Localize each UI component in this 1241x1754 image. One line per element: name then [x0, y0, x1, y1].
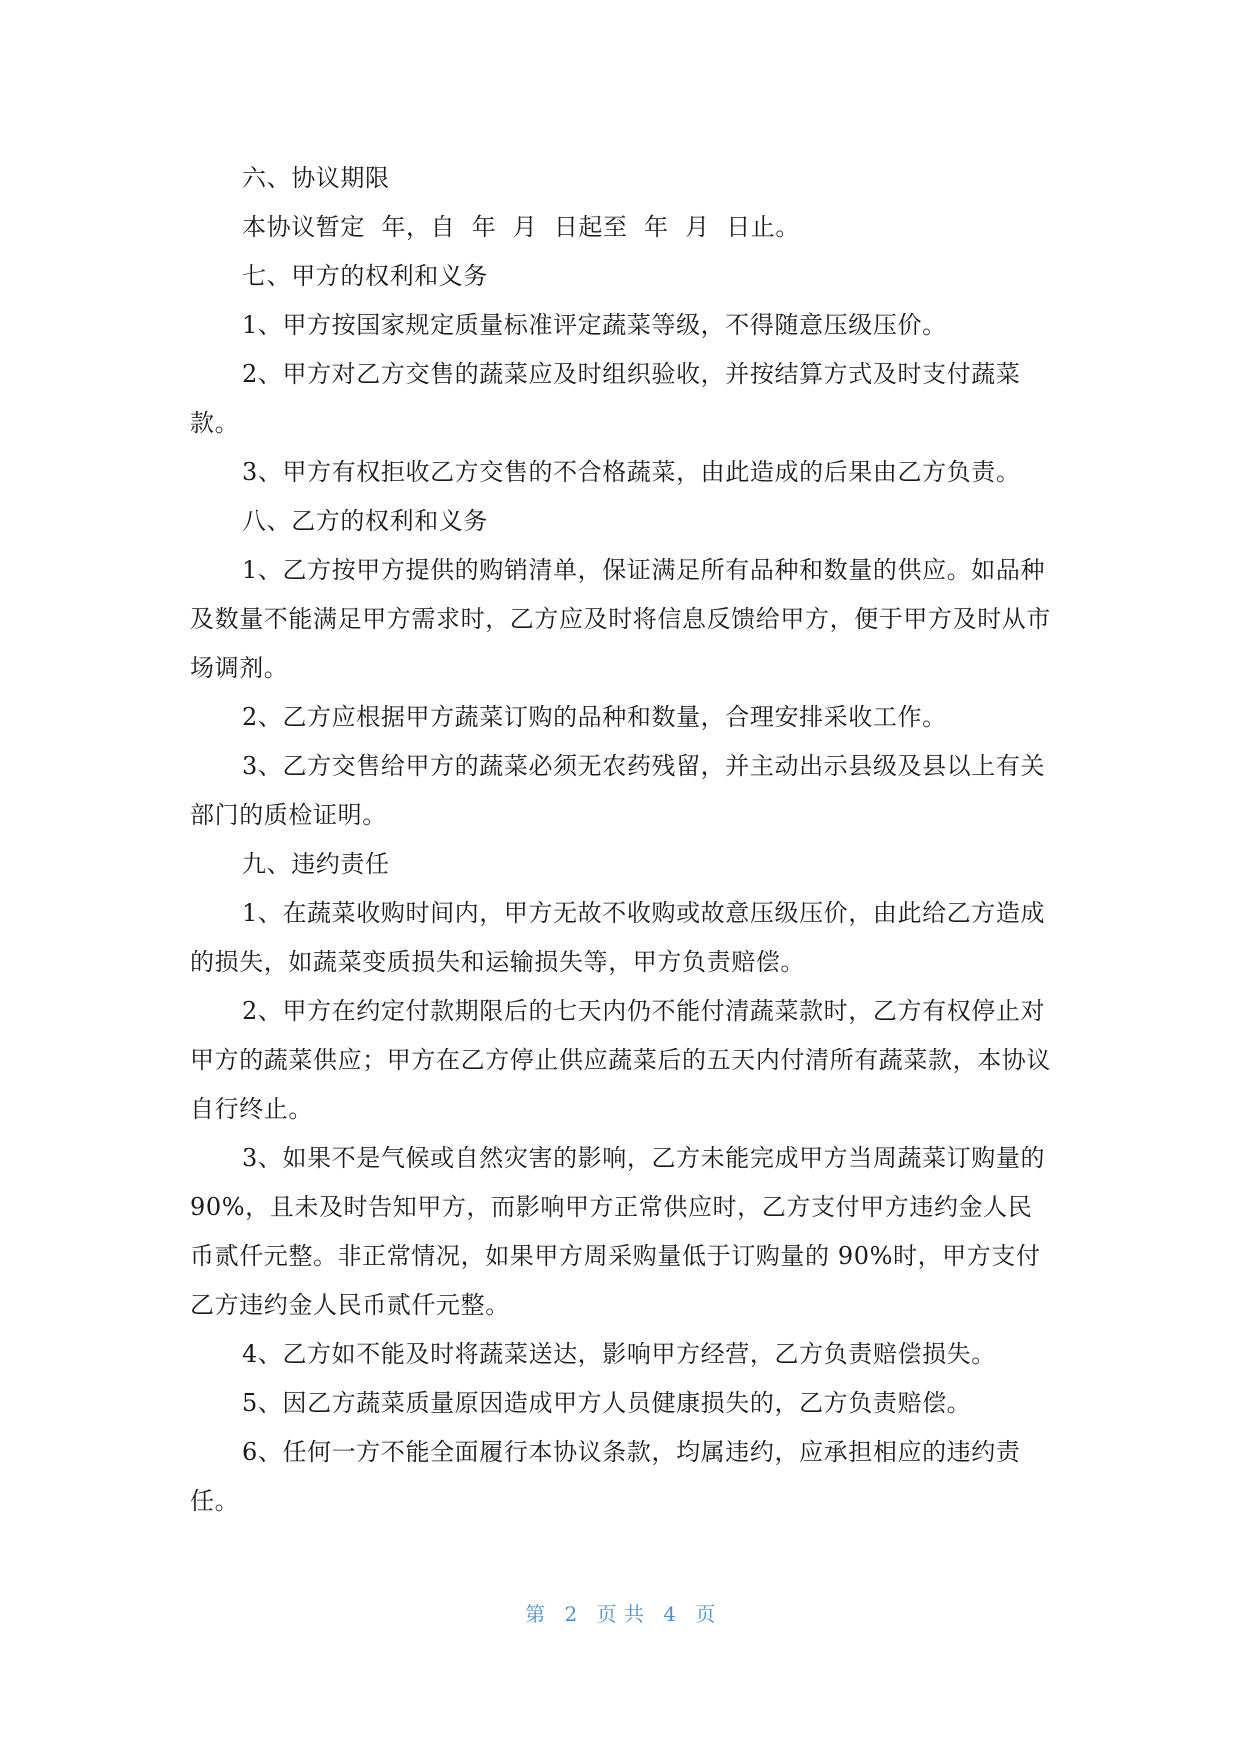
- paragraph: 2、甲方在约定付款期限后的七天内仍不能付清蔬菜款时，乙方有权停止对甲方的蔬菜供应；甲方在乙方停止供应蔬菜后的五天内付清所有蔬菜款，本协议自行终止。: [190, 997, 1051, 1123]
- paragraph: 1、甲方按国家规定质量标准评定蔬菜等级，不得随意压级压价。: [242, 311, 947, 339]
- section-heading: 九、违约责任: [242, 850, 390, 878]
- paragraph: 1、乙方按甲方提供的购销清单，保证满足所有品种和数量的供应。如品种及数量不能满足甲方需求时，乙方应及时将信息反馈给甲方，便于甲方及时从市场调剂。: [190, 556, 1051, 682]
- paragraph: 4、乙方如不能及时将蔬菜送达，影响甲方经营，乙方负责赔偿损失。: [242, 1340, 996, 1368]
- paragraph: 6、任何一方不能全面履行本协议条款，均属违约，应承担相应的违约责任。: [190, 1438, 1021, 1515]
- current-page-number: 2: [564, 1602, 578, 1626]
- paragraph: 5、因乙方蔬菜质量原因造成甲方人员健康损失的，乙方负责赔偿。: [242, 1389, 972, 1417]
- paragraph: 2、乙方应根据甲方蔬菜订购的品种和数量，合理安排采收工作。: [242, 703, 947, 731]
- footer-prefix: 第: [525, 1602, 546, 1626]
- section-heading: 八、乙方的权利和义务: [242, 507, 488, 535]
- document-body: [190, 154, 1056, 1526]
- footer-middle: 页 共: [596, 1602, 645, 1626]
- page-footer: [0, 1598, 1241, 1627]
- paragraph: 3、甲方有权拒收乙方交售的不合格蔬菜，由此造成的后果由乙方负责。: [242, 458, 1021, 486]
- paragraph: 1、在蔬菜收购时间内，甲方无故不收购或故意压级压价，由此给乙方造成的损失，如蔬菜变质损失和运输损失等，甲方负责赔偿。: [190, 899, 1046, 976]
- paragraph: 3、乙方交售给甲方的蔬菜必须无农药残留，并主动出示县级及县以上有关部门的质检证明。: [190, 752, 1046, 829]
- total-pages-number: 4: [663, 1602, 677, 1626]
- section-heading: 六、协议期限: [242, 164, 390, 192]
- paragraph: 本协议暂定 年，自 年 月 日起至 年 月 日止。: [242, 213, 801, 241]
- section-heading: 七、甲方的权利和义务: [242, 262, 488, 290]
- footer-suffix: 页: [695, 1602, 716, 1626]
- paragraph: 3、如果不是气候或自然灾害的影响，乙方未能完成甲方当周蔬菜订购量的90%，且未及时告知甲方，而影响甲方正常供应时，乙方支付甲方违约金人民币贰仟元整。非正常情况，如果甲方周采购量低于订购量的 90%时，甲方支付乙方违约金人民币贰仟元整。: [190, 1144, 1046, 1319]
- paragraph: 2、甲方对乙方交售的蔬菜应及时组织验收，并按结算方式及时支付蔬菜款。: [190, 360, 1021, 437]
